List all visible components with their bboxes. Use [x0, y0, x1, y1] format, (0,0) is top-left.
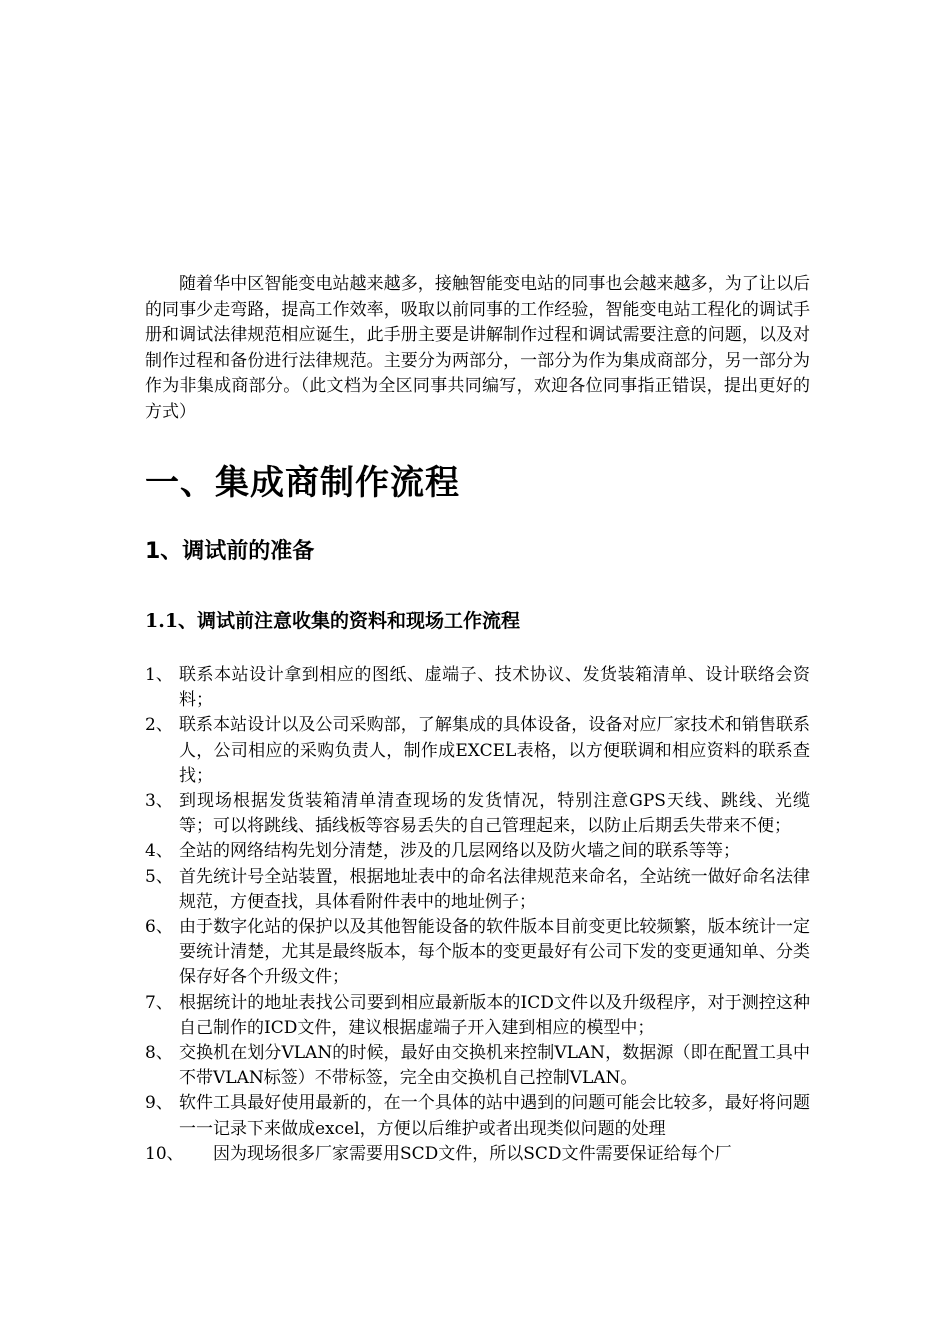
list-item-number: 8、: [145, 1043, 173, 1064]
heading-level-2: 1、调试前的准备: [145, 539, 315, 564]
list-item-number: 3、: [145, 791, 173, 812]
list-item-text: 根据统计的地址表找公司要到相应最新版本的ICD文件以及升级程序，对于测控这种自己制作的ICD文件，建议根据虚端子开入建到相应的模型中；: [179, 992, 810, 1038]
list-item: [145, 991, 810, 1041]
list-item: [145, 789, 810, 839]
list-item: [145, 713, 810, 789]
list-item: [145, 865, 810, 915]
list-item: [145, 1091, 810, 1141]
list-item-number: 2、: [145, 715, 173, 736]
list-item-number: 6、: [145, 917, 173, 938]
list-item-text: 由于数字化站的保护以及其他智能设备的软件版本目前变更比较频繁，版本统计一定要统计清楚，尤其是最终版本，每个版本的变更最好有公司下发的变更通知单、分类保存好各个升级文件；: [179, 917, 810, 988]
list-item: [145, 663, 810, 713]
list-item-text: 首先统计号全站装置，根据地址表中的命名法律规范来命名，全站统一做好命名法律规范，方便查找，具体看附件表中的地址例子；: [179, 866, 810, 912]
list-item: [145, 915, 810, 991]
heading-level-3: 1.1、调试前注意收集的资料和现场工作流程: [145, 610, 521, 632]
numbered-list: [145, 663, 810, 1167]
list-item-text: 到现场根据发货装箱清单清查现场的发货情况，特别注意GPS天线、跳线、光缆等；可以将跳线、插线板等容易丢失的自己管理起来，以防止后期丢失带来不便；: [179, 791, 810, 837]
list-item-number: 7、: [145, 992, 173, 1013]
list-item-number: 1、: [145, 665, 173, 685]
document-body: [145, 272, 810, 1167]
list-item-number: 5、: [145, 866, 173, 887]
heading-level-1: 一、集成商制作流程: [145, 463, 460, 503]
list-item: [145, 1041, 810, 1091]
list-item-number: 9、: [145, 1093, 173, 1114]
list-item-text: 联系本站设计拿到相应的图纸、虚端子、技术协议、发货装箱清单、设计联络会资料；: [179, 665, 810, 711]
list-item-text: 交换机在划分VLAN的时候，最好由交换机来控制VLAN，数据源（即在配置工具中不带VLAN标签）不带标签，完全由交换机自己控制VLAN。: [179, 1043, 810, 1089]
list-item: [145, 839, 810, 864]
list-item-text: 全站的网络结构先划分清楚，涉及的几层网络以及防火墙之间的联系等等；: [179, 841, 740, 862]
intro-paragraph: 随着华中区智能变电站越来越多，接触智能变电站的同事也会越来越多，为了让以后的同事少走弯路，提高工作效率，吸取以前同事的工作经验，智能变电站工程化的调试手册和调试法律规范相应诞生，此手册主要是讲解制作过程和调试需要注意的问题，以及对制作过程和备份进行法律规范。主要分为两部分，一部分为作为集成商部分，另一部分为作为非集成商部分。（此文档为全区同事共同编写，欢迎各位同事指正错误，提出更好的方式）: [145, 274, 810, 422]
list-item-number: 10、: [145, 1143, 184, 1164]
list-item-text: 软件工具最好使用最新的，在一个具体的站中遇到的问题可能会比较多，最好将问题一一记录下来做成excel，方便以后维护或者出现类似问题的处理: [179, 1093, 810, 1139]
list-item-text: 因为现场很多厂家需要用SCD文件，所以SCD文件需要保证给每个厂: [213, 1143, 732, 1164]
list-item: [145, 1142, 810, 1167]
list-item-text: 联系本站设计以及公司采购部，了解集成的具体设备，设备对应厂家技术和销售联系人，公司相应的采购负责人，制作成EXCEL表格，以方便联调和相应资料的联系查找；: [179, 715, 810, 786]
list-item-number: 4、: [145, 841, 173, 862]
